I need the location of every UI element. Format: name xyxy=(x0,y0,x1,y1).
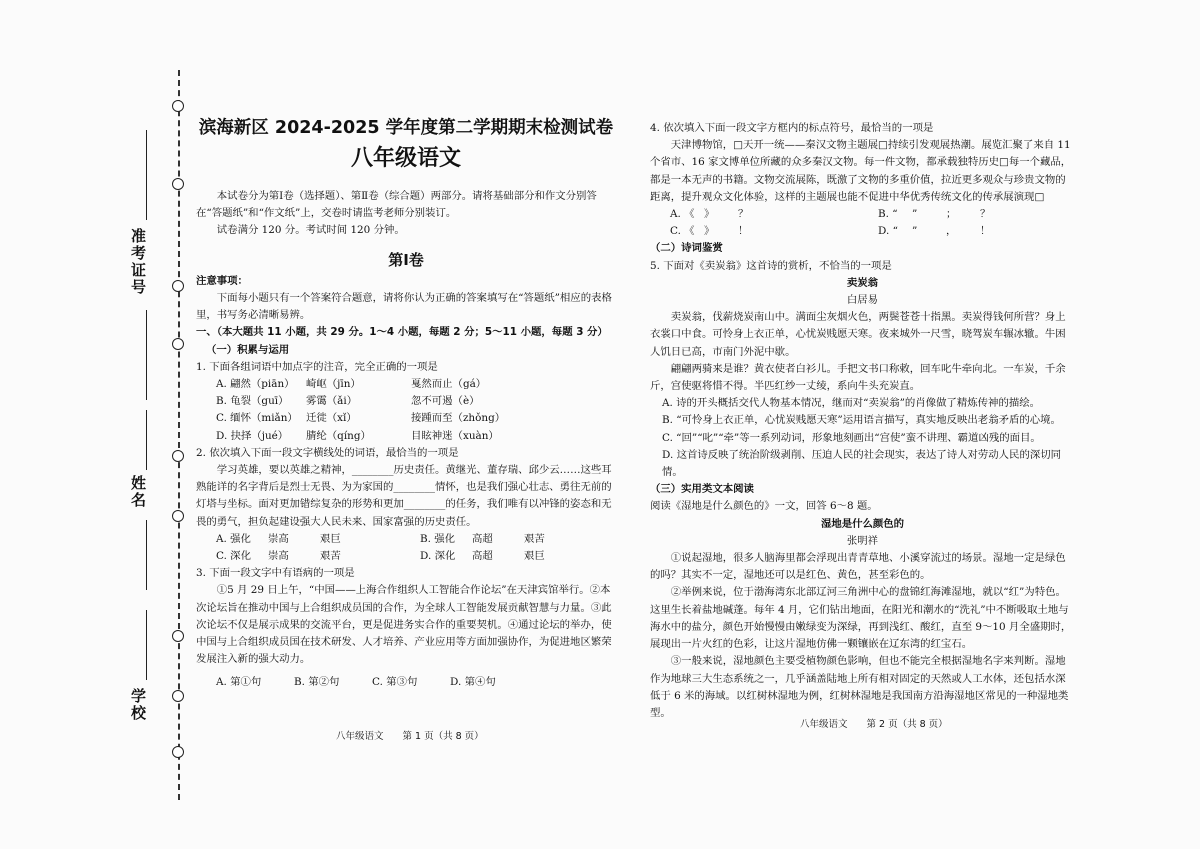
option-cell: C. 缅怀（miǎn） xyxy=(216,412,298,425)
binding-hole-icon xyxy=(172,510,184,522)
binding-hole-icon xyxy=(172,280,184,292)
school-label: 学校 xyxy=(129,688,147,722)
q1-options xyxy=(216,376,616,445)
option-cell: 腈纶（qíng） xyxy=(306,429,371,442)
section-heading: 一、（本大题共 11 小题，共 29 分。1～4 小题，每题 2 分；5～11 小题，每题 3 分） xyxy=(196,326,608,339)
binding-hole-icon xyxy=(172,450,184,462)
reading-intro: 阅读《湿地是什么颜色的》一文，回答 6～8 题。 xyxy=(650,500,878,513)
option-cell: ！ xyxy=(980,225,991,238)
school-line xyxy=(146,610,147,680)
poem-title: 卖炭翁 xyxy=(846,276,879,289)
q2-options xyxy=(216,531,616,565)
part-title: 第Ⅰ卷 xyxy=(388,250,424,269)
binding-hole-icon xyxy=(172,338,184,350)
option-cell: B. “ xyxy=(878,208,898,221)
question-stem: 2. 依次填入下面一段文字横线处的词语，最恰当的一项是 xyxy=(196,446,459,459)
option-cell: 戛然而止（gá） xyxy=(411,378,487,391)
option-cell: ！ xyxy=(738,225,749,238)
q4-options xyxy=(670,206,1075,240)
page-footer: 八年级语文 第 2 页（共 8 页） xyxy=(800,719,948,730)
option-cell: 目眩神迷（xuàn） xyxy=(411,429,499,442)
name-line xyxy=(146,410,147,470)
option-cell: C. 第③句 xyxy=(372,676,418,689)
exam-title: 滨海新区 2024-2025 学年度第二学期期末检测试卷 xyxy=(198,118,614,138)
poem-author: 白居易 xyxy=(846,294,879,307)
name-label: 姓名 xyxy=(129,475,147,509)
option-line: A. 诗的开头概括交代人物基本情况，继而对“卖炭翁”的肖像做了精炼传神的描绘。 xyxy=(662,397,1041,410)
article-paragraph: ③一般来说，湿地颜色主要受植物颜色影响，但也不能完全根据湿地名字来判断。湿地作为地球三大生态系统之一，几乎涵盖陆地上所有相对固定的天然或人工水体，还包括水深低于 6 米的海域。以红树林湿地为例，红树林湿地是我国南方沿海湿地区常见的一种湿地类型。 xyxy=(650,655,1069,719)
option-cell: 崇高 xyxy=(268,532,289,545)
option-cell: B. 第②句 xyxy=(294,676,340,689)
option-cell: C. 深化 xyxy=(216,550,251,563)
binding-hole-icon xyxy=(172,690,184,702)
option-cell: D. 第④句 xyxy=(450,676,496,689)
question-passage: 学习英雄，要以英雄之精神，________历史责任。黄继光、董存瑞、邱少云……这些耳熟能详的名字背后是烈士无畏、为为家国的________情怀，也是我们强心壮志、勇往无前的灯塔与坐标。面对更加错综复杂的形势和更加________的任务，我们唯有以冲锋的姿态和无畏的勇气，担负起建设强大人民未来、国家富强的历史责任。 xyxy=(196,464,612,528)
option-cell: ” xyxy=(912,208,918,221)
option-cell: ？ xyxy=(980,208,991,221)
option-cell: 艰巨 xyxy=(320,532,341,545)
option-cell: 》 xyxy=(704,225,715,238)
q3-options xyxy=(216,674,616,691)
page-footer: 八年级语文 第 1 页（共 8 页） xyxy=(336,731,484,742)
option-cell: 迁徙（xǐ） xyxy=(306,412,357,425)
name-line-lower xyxy=(146,520,147,590)
question-stem: 5. 下面对《卖炭翁》这首诗的赏析，不恰当的一项是 xyxy=(650,259,892,272)
option-cell: 艰苦 xyxy=(524,532,545,545)
exam-id-line xyxy=(146,130,147,220)
option-cell: D. 抉择（jué） xyxy=(216,429,289,442)
option-cell: ” xyxy=(912,225,918,238)
article-paragraph: ②举例来说，位于渤海湾东北部辽河三角洲中心的盘锦红海滩湿地，就以“红”为特色。这里生长着盐地碱蓬。每年 4 月，它们钻出地面，在阳光和潮水的“洗礼”中不断吸取土地与海水中的盐分，颜色开始慢慢由嫩绿变为深绿，再到浅红、酸红，直至 9～10 月全盛期时，展现出一片火红的色彩，让这片湿地仿佛一颗镶嵌在辽东湾的红宝石。 xyxy=(650,586,1072,651)
binding-hole-icon xyxy=(172,100,184,112)
option-cell: 高超 xyxy=(472,550,493,563)
option-cell: D. “ xyxy=(878,225,898,238)
option-cell: B. 龟裂（guī） xyxy=(216,395,289,408)
notice-title: 注意事项： xyxy=(196,274,248,287)
article-paragraph: ①说起湿地，很多人脑海里都会浮现出青青草地、小溪穿流过的场景。湿地一定是绿色的吗？其实不一定，湿地还可以是红色、黄色，甚至彩色的。 xyxy=(650,552,1066,582)
subsection-heading: （三）实用类文本阅读 xyxy=(650,483,754,496)
poem-text: 卖炭翁，伐薪烧炭南山中。满面尘灰烟火色，两鬓苍苍十指黑。卖炭得钱何所营？身上衣裳口中食。可怜身上衣正单，心忧炭贱愿天寒。夜来城外一尺雪，晓驾炭车辗冰辙。牛困人饥日已高，市南门外泥中歇。 xyxy=(650,311,1066,358)
option-cell: C. 《 xyxy=(670,225,695,238)
option-line: D. 这首诗反映了统治阶级剥削、压迫人民的社会现实，表达了诗人对劳动人民的深切同情。 xyxy=(662,448,1062,479)
option-cell: 崎岖（jīn） xyxy=(306,378,361,391)
option-cell: 艰巨 xyxy=(524,550,545,563)
option-cell: A. 第①句 xyxy=(216,676,262,689)
option-cell: ； xyxy=(946,208,957,221)
article-author: 张明祥 xyxy=(846,534,879,547)
question-stem: 4. 依次填入下面一段文字方框内的标点符号，最恰当的一项是 xyxy=(650,122,934,134)
option-cell: D. 深化 xyxy=(420,550,456,563)
article-title: 湿地是什么颜色的 xyxy=(820,517,905,530)
option-cell: ， xyxy=(946,225,957,238)
option-cell: ？ xyxy=(738,208,749,221)
poem-text: 翩翩两骑来是谁？黄衣使者白衫儿。手把文书口称敕，回车叱牛牵向北。一车炭，千余斤，宫使驱将惜不得。半匹红纱一丈绫，系向牛头充炭直。 xyxy=(650,362,1066,393)
option-cell: A. 《 xyxy=(670,208,695,221)
option-line: C. “回”“叱”“牵”等一系列动词，形象地刻画出“宫使”蛮不讲理、霸道凶残的面目。 xyxy=(662,431,1041,444)
question-stem: 1. 下面各组词语中加点字的注音，完全正确的一项是 xyxy=(196,360,438,373)
option-cell: 忽不可遏（è） xyxy=(411,395,480,408)
exam-id-label: 准考证号 xyxy=(129,228,147,296)
question-passage: 天津博物馆，□天开一统——秦汉文物主题展□持续引发观展热潮。展览汇聚了来自 11 个省市、16 家文博单位所藏的众多秦汉文物。每一件文物，都承载独特历史□每一个藏品，都是一本无声的书籍。文物交流展陈，既激了文物的多重价值，拉近更多观众与珍贵文物的距离，提升观众文化体验，这样的主题展也能不促进中华优秀传统文化的传承展演现□ xyxy=(650,139,1072,203)
option-line: B. “可怜身上衣正单，心忧炭贱愿天寒”运用语言描写，真实地反映出老翁矛盾的心境。 xyxy=(662,414,1061,427)
binding-hole-icon xyxy=(172,630,184,642)
page-2 xyxy=(650,120,1075,722)
binding-margin xyxy=(172,70,186,800)
question-passage: ①5 月 29 日上午，“中国——上海合作组织人工智能合作论坛”在天津宾馆举行。②本次论坛旨在推动中国与上合组织成员国的合作，为全球人工智能发展贡献智慧与力量。③此次论坛不仅是展示成果的交流平台，更是促进务实合作的重要契机。④通过论坛的举办，使中国与上合组织成员国在技术研发、人才培养、产业应用等方面加强协作，为促进地区繁荣发展注入新的强大动力。 xyxy=(196,584,612,666)
exam-id-line-lower xyxy=(146,310,147,400)
page-1 xyxy=(196,100,616,692)
binding-hole-icon xyxy=(172,178,184,190)
option-cell: 接踵而至（zhǒng） xyxy=(411,412,506,425)
option-cell: 》 xyxy=(704,208,715,221)
subsection-heading: （二）诗词鉴赏 xyxy=(650,242,723,255)
question-stem: 3. 下面一段文字中有语病的一项是 xyxy=(196,567,355,580)
option-cell: 高超 xyxy=(472,532,493,545)
intro-text: 试卷满分 120 分。考试时间 120 分钟。 xyxy=(216,224,405,237)
option-cell: A. 翩然（piān） xyxy=(216,378,295,391)
notice-text: 下面每小题只有一个答案符合题意，请将你认为正确的答案填写在“答题纸”相应的表格里，书写务必清晰易辨。 xyxy=(196,292,612,322)
binding-hole-icon xyxy=(172,746,184,758)
option-cell: 艰苦 xyxy=(320,550,341,563)
subsection-heading: （一）积累与运用 xyxy=(206,343,290,356)
subject-title: 八年级语文 xyxy=(350,146,461,171)
option-cell: B. 强化 xyxy=(420,532,456,545)
option-cell: 雾霭（ǎi） xyxy=(306,395,358,408)
option-cell: A. 强化 xyxy=(216,532,251,545)
intro-text: 本试卷分为第Ⅰ卷（选择题）、第Ⅱ卷（综合题）两部分。请将基础部分和作文分别答在“答题纸”和“作文纸”上，交卷时请监考老师分别装订。 xyxy=(196,190,597,220)
option-cell: 崇高 xyxy=(268,550,289,563)
